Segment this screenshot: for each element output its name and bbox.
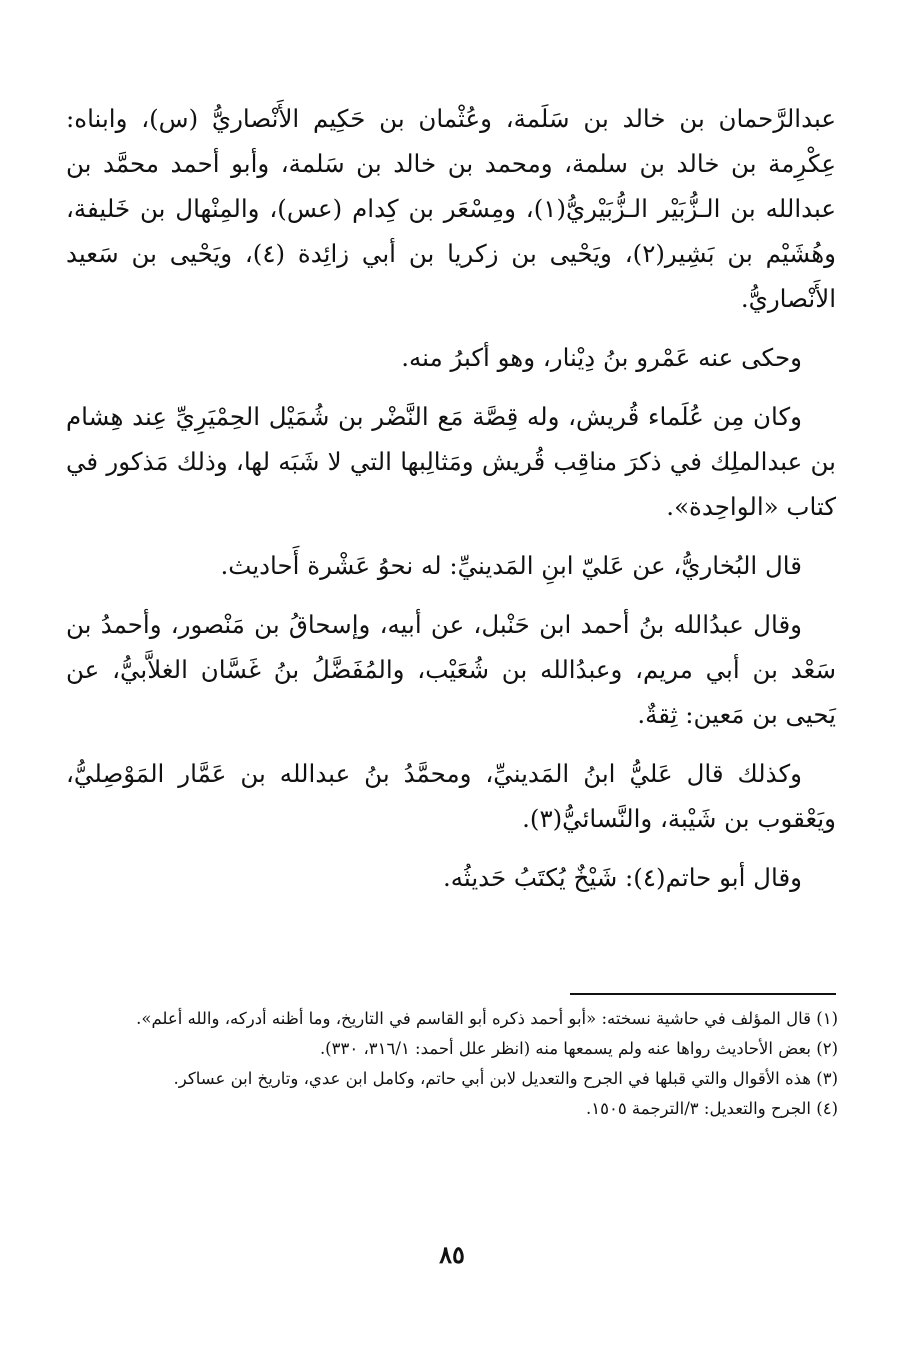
footnote-3: (٣) هذه الأقوال والتي قبلها في الجرح والتعديل لابن أبي حاتم، وكامل ابن عدي، وتاريخ ابن عساكر. bbox=[173, 1069, 838, 1088]
paragraph-abu-hatim: وقال أبو حاتم(٤): شَيْخٌ يُكتَبُ حَديثُه. bbox=[443, 863, 802, 892]
footnote-2: (٢) بعض الأحاديث رواها عنه ولم يسمعها منه (انظر علل أحمد: ٣١٦/١، ٣٣٠). bbox=[319, 1039, 838, 1058]
footnote-1: (١) قال المؤلف في حاشية نسخته: «أبو أحمد ذكره أبو القاسم في التاريخ، وما أظنه أدركه، والله أعلم». bbox=[136, 1009, 838, 1028]
page-number: ٨٥ bbox=[439, 1240, 465, 1269]
footnote-divider bbox=[570, 993, 836, 995]
paragraph-bukhari: قال البُخاريُّ، عن عَليّ ابنِ المَدينيِّ: له نحوُ عَشْرة أَحاديث. bbox=[220, 551, 802, 580]
footnote-4: (٤) الجرح والتعديل: ٣/الترجمة ١٥٠٥. bbox=[585, 1099, 838, 1118]
paragraph-ali-ibn-madini: وكذلك قال عَليُّ ابنُ المَدينيِّ، ومحمَّدُ بنُ عبدالله بن عَمَّار المَوْصِليُّ، ويَعْقوب بن شَيْبة، والنَّسائيُّ(٣). bbox=[66, 759, 836, 833]
footnotes bbox=[66, 1004, 838, 1124]
main-text bbox=[66, 96, 836, 914]
paragraph-amr-ibn-dinar: وحكى عنه عَمْرو بنُ دِيْنار، وهو أكبرُ منه. bbox=[401, 343, 802, 372]
paragraph-narrators: عبدالرَّحمان بن خالد بن سَلَمة، وعُثْمان بن حَكِيم الأَنْصاريُّ (س)، وابناه: عِكْرِمة بن خالد بن سلمة، ومحمد بن خالد بن سَلمة، وأبو أحمد محمَّد بن عبدالله بن الـزُّبَيْر الـزُّبَيْريُّ(١)، ومِسْعَر بن كِدام (عس)، والمِنْهال بن خَليفة، وهُشَيْم بن بَشِير(٢)، ويَحْيى بن زكريا بن أبي زائِدة (٤)، ويَحْيى بن سَعيد الأَنْصاريُّ. bbox=[66, 104, 837, 313]
paragraph-ibn-hanbal: وقال عبدُالله بنُ أحمد ابن حَنْبل، عن أبيه، وإسحاقُ بن مَنْصور، وأحمدُ بن سَعْد بن أبي مريم، وعبدُالله بن شُعَيْب، والمُفَضَّلُ بنُ غَسَّان الغلاَّبيُّ، عن يَحيى بن مَعين: ثِقةٌ. bbox=[66, 610, 836, 729]
paragraph-quraysh-scholars: وكان مِن عُلَماء قُريش، وله قِصَّة مَع النَّضْر بن شُمَيْل الحِمْيَرِيِّ عِند هِشام بن عبدالملِك في ذكرَ مناقِب قُريش ومَثالِبها التي لا شَبَه لها، وذلك مَذكور في كتاب «الواحِدة». bbox=[66, 402, 836, 521]
